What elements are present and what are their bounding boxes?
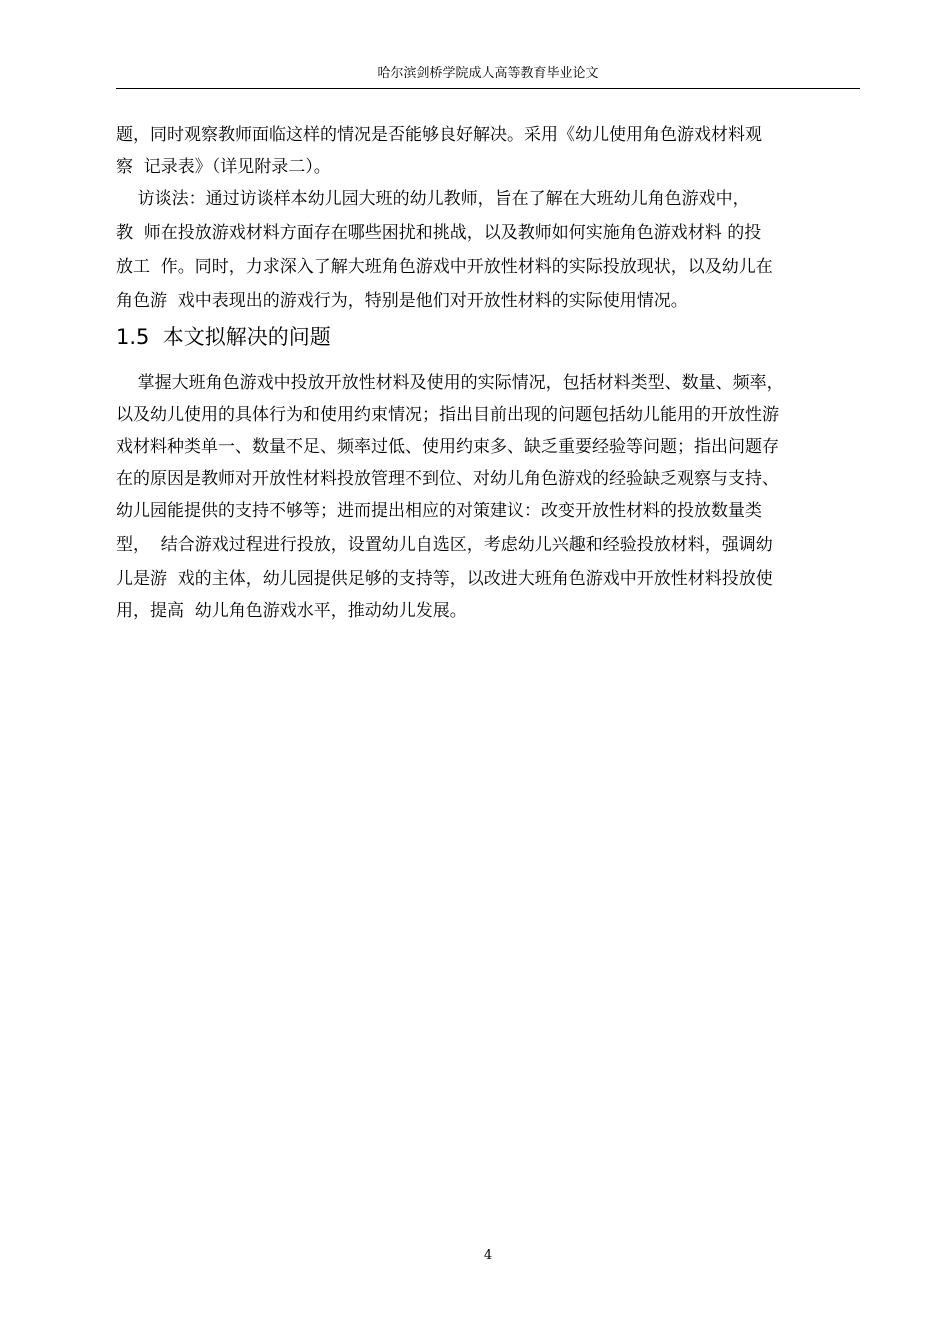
text-line: 型， 结合游戏过程进行投放，设置幼儿自选区，考虑幼儿兴趣和经验投放材料，强调幼 [116, 535, 773, 555]
text-line: 察 记录表》（详见附录二）。 [116, 157, 331, 177]
text-line: 用，提高 幼儿角色游戏水平，推动幼儿发展。 [116, 601, 467, 621]
section-heading: 1.5 本文拟解决的问题 [116, 325, 331, 349]
text-line: 在的原因是教师对开放性材料投放管理不到位、对幼儿角色游戏的经验缺乏观察与支持、 [116, 469, 779, 489]
text-line: 戏材料种类单一、数量不足、频率过低、使用约束多、缺乏重要经验等问题；指出问题存 [116, 437, 779, 457]
text-line: 题，同时观察教师面临这样的情况是否能够良好解决。采用《幼儿使用角色游戏材料观 [116, 125, 762, 145]
text-line: 掌握大班角色游戏中投放开放性材料及使用的实际情况，包括材料类型、数量、频率， [116, 373, 784, 393]
page-number: 4 [483, 1248, 493, 1263]
text-line: 访谈法：通过访谈样本幼儿园大班的幼儿教师，旨在了解在大班幼儿角色游戏中， [116, 189, 750, 209]
header-divider [116, 88, 860, 89]
text-line: 以及幼儿使用的具体行为和使用约束情况；指出目前出现的问题包括幼儿能用的开放性游 [116, 405, 779, 425]
text-line: 教 师在投放游戏材料方面存在哪些困扰和挑战，以及教师如何实施角色游戏材料 的投 [116, 223, 762, 243]
text-line: 幼儿园能提供的支持不够等；进而提出相应的对策建议：改变开放性材料的投放数量类 [116, 501, 762, 521]
text-line: 放工 作。同时，力求深入了解大班角色游戏中开放性材料的实际投放现状，以及幼儿在 [116, 257, 773, 277]
text-line: 儿是游 戏的主体，幼儿园提供足够的支持等，以改进大班角色游戏中开放性材料投放使 [116, 569, 773, 589]
page-header-title: 哈尔滨剑桥学院成人高等教育毕业论文 [377, 66, 599, 81]
text-line: 角色游 戏中表现出的游戏行为，特别是他们对开放性材料的实际使用情况。 [116, 291, 688, 311]
